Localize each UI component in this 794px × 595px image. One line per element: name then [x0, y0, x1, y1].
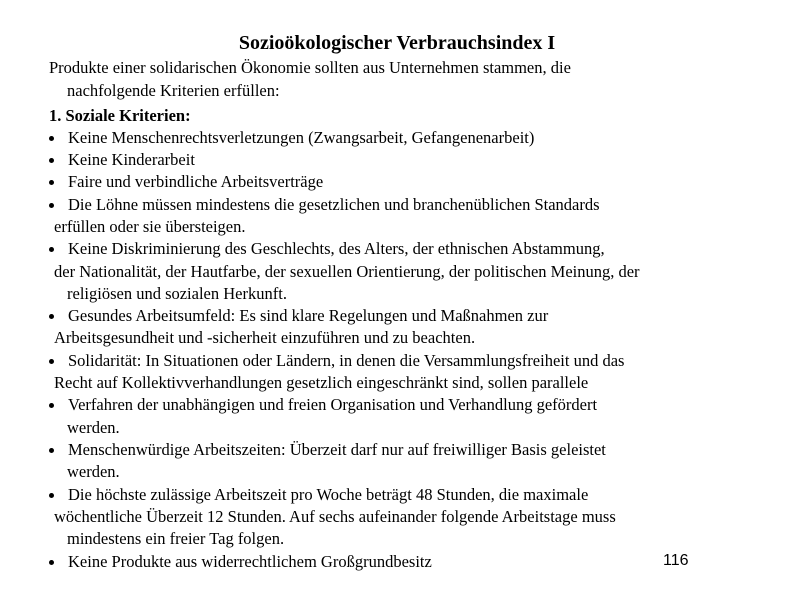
bullet-icon: [49, 203, 54, 208]
bullet-icon: [49, 359, 54, 364]
page-number: 116: [663, 552, 689, 569]
bullet-icon: [49, 136, 54, 141]
bullet-item: [49, 171, 323, 193]
intro-line-1: Produkte einer solidarischen Ökonomie sollten aus Unternehmen stammen, die: [49, 58, 571, 77]
bullet-text: Gesundes Arbeitsumfeld: Es sind klare Regelungen und Maßnahmen zur: [68, 306, 549, 325]
bullet-continuation: mindestens ein freier Tag folgen.: [67, 529, 285, 548]
bullet-item: [49, 305, 548, 327]
bullet-item: [49, 484, 588, 506]
bullet-text: Keine Diskriminierung des Geschlechts, des Alters, der ethnischen Abstammung,: [68, 239, 605, 258]
intro-line-2: nachfolgende Kriterien erfüllen:: [67, 81, 280, 100]
bullet-item: [49, 149, 195, 171]
bullet-item: [49, 350, 624, 372]
bullet-continuation: Arbeitsgesundheit und -sicherheit einzuführen und zu beachten.: [54, 328, 476, 347]
bullet-continuation: werden.: [67, 462, 120, 481]
bullet-item: [49, 127, 534, 149]
bullet-text: Die höchste zulässige Arbeitszeit pro Woche beträgt 48 Stunden, die maximale: [68, 485, 589, 504]
bullet-continuation: werden.: [67, 418, 120, 437]
bullet-icon: [49, 448, 54, 453]
bullet-icon: [49, 158, 54, 163]
bullet-text: Keine Kinderarbeit: [68, 150, 195, 169]
bullet-icon: [49, 314, 54, 319]
bullet-icon: [49, 403, 54, 408]
bullet-continuation: der Nationalität, der Hautfarbe, der sexuellen Orientierung, der politischen Meinung, der: [54, 262, 640, 281]
bullet-text: Menschenwürdige Arbeitszeiten: Überzeit darf nur auf freiwilliger Basis geleistet: [68, 440, 606, 459]
bullet-text: Solidarität: In Situationen oder Ländern, in denen die Versammlungsfreiheit und das: [68, 351, 625, 370]
bullet-item: [49, 194, 600, 216]
bullet-text: Keine Produkte aus widerrechtlichem Großgrundbesitz: [68, 552, 432, 571]
bullet-item: [49, 394, 597, 416]
section-heading: 1. Soziale Kriterien:: [49, 106, 191, 125]
bullet-continuation: Recht auf Kollektivverhandlungen gesetzlich eingeschränkt sind, sollen parallele: [54, 373, 589, 392]
bullet-text: Faire und verbindliche Arbeitsverträge: [68, 172, 324, 191]
bullet-text: Die Löhne müssen mindestens die gesetzlichen und branchenüblichen Standards: [68, 195, 600, 214]
bullet-icon: [49, 560, 54, 565]
bullet-continuation: erfüllen oder sie übersteigen.: [54, 217, 246, 236]
bullet-continuation: wöchentliche Überzeit 12 Stunden. Auf sechs aufeinander folgende Arbeitstage muss: [54, 507, 616, 526]
bullet-icon: [49, 493, 54, 498]
bullet-continuation: religiösen und sozialen Herkunft.: [67, 284, 287, 303]
bullet-item: [49, 238, 605, 260]
bullet-icon: [49, 180, 54, 185]
bullet-item: [49, 551, 432, 573]
bullet-icon: [49, 247, 54, 252]
bullet-text: Verfahren der unabhängigen und freien Organisation und Verhandlung gefördert: [68, 395, 598, 414]
bullet-text: Keine Menschenrechtsverletzungen (Zwangsarbeit, Gefangenenarbeit): [68, 128, 535, 147]
slide-title: Sozioökologischer Verbrauchsindex I: [238, 32, 556, 54]
bullet-item: [49, 439, 606, 461]
